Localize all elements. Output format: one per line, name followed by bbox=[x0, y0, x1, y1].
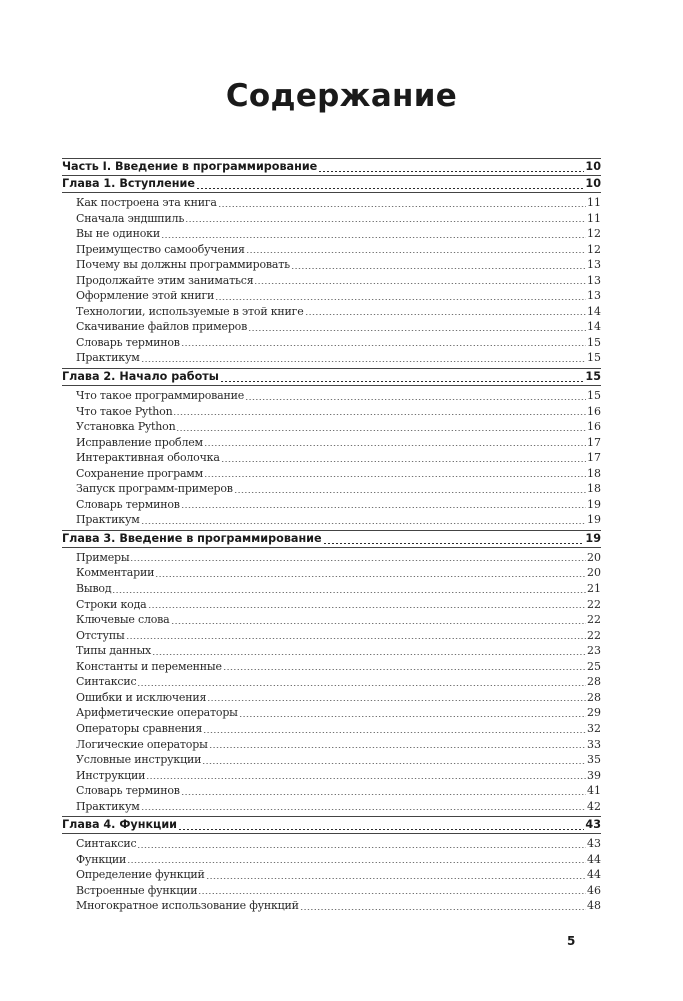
toc-section-entry[interactable] bbox=[62, 419, 601, 435]
toc-entry-page: 10 bbox=[585, 177, 601, 190]
toc-entry-title: Сохранение программ bbox=[76, 466, 204, 480]
toc-section-entry[interactable] bbox=[62, 659, 601, 675]
dot-leader bbox=[148, 607, 587, 608]
toc-section-entry[interactable] bbox=[62, 319, 601, 335]
dot-leader bbox=[234, 492, 586, 493]
toc-section-entry[interactable] bbox=[62, 512, 601, 528]
dot-leader bbox=[245, 399, 586, 400]
dot-leader bbox=[152, 654, 586, 655]
toc-entry-page: 17 bbox=[587, 451, 601, 465]
toc-chapter-entry[interactable] bbox=[62, 175, 601, 193]
toc-entry-title: Логические операторы bbox=[76, 737, 208, 751]
toc-entry-page: 19 bbox=[587, 497, 601, 511]
toc-chapter-entry[interactable] bbox=[62, 368, 601, 386]
page-title: Содержание bbox=[225, 78, 458, 114]
toc-section-entry[interactable] bbox=[62, 612, 601, 628]
toc-entry-page: 19 bbox=[585, 531, 601, 545]
dot-leader bbox=[112, 592, 586, 593]
toc-entry-title: Часть I. Введение в программирование bbox=[62, 160, 318, 173]
dot-leader bbox=[146, 778, 586, 779]
toc-entry-title: Ошибки и исключения bbox=[76, 690, 207, 704]
dot-leader bbox=[141, 809, 586, 810]
toc-entry-title: Почему вы должны программировать bbox=[76, 258, 290, 272]
toc-section-entry[interactable] bbox=[62, 597, 601, 613]
dot-leader bbox=[239, 716, 586, 717]
toc-entry-page: 41 bbox=[587, 784, 601, 798]
toc-entry-title: Отступы bbox=[76, 628, 125, 642]
toc-section-entry[interactable] bbox=[62, 768, 601, 784]
toc-chapter-entry[interactable] bbox=[62, 530, 601, 548]
dot-leader bbox=[141, 361, 586, 362]
dot-leader bbox=[178, 829, 584, 830]
toc-section-entry[interactable] bbox=[62, 690, 601, 706]
toc-entry-page: 13 bbox=[587, 273, 601, 287]
toc-entry-title: Оформление этой книги bbox=[76, 289, 215, 303]
toc-section-entry[interactable] bbox=[62, 273, 601, 289]
toc-chapter-entry[interactable] bbox=[62, 816, 601, 834]
dot-leader bbox=[137, 685, 586, 686]
toc-section-entry[interactable] bbox=[62, 674, 601, 690]
toc-section-entry[interactable] bbox=[62, 799, 601, 815]
toc-entry-title: Строки кода bbox=[76, 597, 147, 611]
page-number: 5 bbox=[567, 934, 576, 948]
toc-entry-title: Функции bbox=[76, 852, 127, 866]
toc-section-entry[interactable] bbox=[62, 643, 601, 659]
dot-leader bbox=[198, 893, 586, 894]
toc-entry-title: Примеры bbox=[76, 550, 130, 564]
toc-entry-title: Ключевые слова bbox=[76, 613, 170, 627]
toc-section-entry[interactable] bbox=[62, 836, 601, 852]
toc-entry-title: Константы и переменные bbox=[76, 659, 222, 673]
dot-leader bbox=[196, 188, 584, 189]
toc-entry-page: 11 bbox=[587, 211, 601, 225]
toc-section-entry[interactable] bbox=[62, 288, 601, 304]
toc-section-entry[interactable] bbox=[62, 388, 601, 404]
toc-entry-page: 15 bbox=[585, 370, 601, 384]
toc-section-entry[interactable] bbox=[62, 898, 601, 914]
dot-leader bbox=[137, 847, 586, 848]
toc-section-entry[interactable] bbox=[62, 335, 601, 351]
dot-leader bbox=[161, 237, 586, 238]
toc-entry-page: 11 bbox=[587, 196, 601, 209]
dot-leader bbox=[305, 314, 586, 315]
toc-section-entry[interactable] bbox=[62, 404, 601, 420]
toc-section-entry[interactable] bbox=[62, 450, 601, 466]
toc-entry-page: 15 bbox=[587, 351, 601, 365]
dot-leader bbox=[181, 345, 586, 346]
dot-leader bbox=[127, 862, 586, 863]
dot-leader bbox=[171, 623, 586, 624]
toc-entry-title: Синтаксис bbox=[76, 837, 137, 851]
toc-section-entry[interactable] bbox=[62, 867, 601, 883]
toc-section-entry[interactable] bbox=[62, 737, 601, 753]
toc-entry-title: Типы данных bbox=[76, 644, 152, 658]
toc-section-entry[interactable] bbox=[62, 226, 601, 242]
dot-leader bbox=[220, 381, 585, 382]
dot-leader bbox=[318, 171, 584, 172]
toc-entry-title: Скачивание файлов примеров bbox=[76, 320, 248, 334]
toc-entry-page: 28 bbox=[587, 690, 601, 704]
toc-entry-title: Глава 4. Функции bbox=[62, 818, 178, 832]
toc-entry-title: Синтаксис bbox=[76, 675, 137, 689]
toc-entry-page: 17 bbox=[587, 435, 601, 449]
dot-leader bbox=[204, 445, 586, 446]
toc-entry-page: 44 bbox=[587, 852, 601, 866]
toc-section-entry[interactable] bbox=[62, 481, 601, 497]
toc-entry-page: 15 bbox=[587, 335, 601, 349]
dot-leader bbox=[204, 476, 586, 477]
toc-section-entry[interactable] bbox=[62, 705, 601, 721]
toc-entry-title: Глава 1. Вступление bbox=[62, 177, 195, 190]
toc-entry-page: 44 bbox=[587, 868, 601, 882]
toc-section-entry[interactable] bbox=[62, 435, 601, 451]
toc-entry-title: Вы не одиноки bbox=[76, 227, 160, 241]
toc-entry-title: Вывод bbox=[76, 582, 112, 596]
dot-leader bbox=[181, 507, 586, 508]
toc-section-entry[interactable] bbox=[62, 783, 601, 799]
toc-entry-title: Арифметические операторы bbox=[76, 706, 238, 720]
toc-entry-title: Сначала эндшпиль bbox=[76, 211, 185, 225]
dot-leader bbox=[209, 747, 586, 748]
toc-entry-title: Операторы сравнения bbox=[76, 721, 203, 735]
dot-leader bbox=[206, 878, 586, 879]
toc-entry-page: 19 bbox=[587, 513, 601, 527]
dot-leader bbox=[126, 638, 586, 639]
toc-entry-title: Что такое программирование bbox=[76, 389, 245, 403]
toc-entry-title: Как построена эта книга bbox=[76, 196, 217, 209]
toc-entry-page: 12 bbox=[587, 242, 601, 256]
dot-leader bbox=[207, 700, 586, 701]
toc-entry-title: Практикум bbox=[76, 513, 140, 527]
toc-entry-page: 43 bbox=[587, 837, 601, 851]
toc-entry-title: Преимущество самообучения bbox=[76, 242, 245, 256]
toc-entry-page: 33 bbox=[587, 737, 601, 751]
toc-entry-page: 18 bbox=[587, 482, 601, 496]
dot-leader bbox=[221, 461, 586, 462]
toc-section-entry[interactable] bbox=[62, 466, 601, 482]
dot-leader bbox=[202, 763, 586, 764]
toc-section-entry[interactable] bbox=[62, 195, 601, 211]
toc-entry-page: 42 bbox=[587, 799, 601, 813]
toc-section-entry[interactable] bbox=[62, 242, 601, 258]
toc-entry-page: 14 bbox=[587, 304, 601, 318]
toc-entry-page: 18 bbox=[587, 466, 601, 480]
toc-entry-title: Комментарии bbox=[76, 566, 155, 580]
toc-entry-page: 20 bbox=[587, 550, 601, 564]
toc-section-entry[interactable] bbox=[62, 852, 601, 868]
toc-entry-title: Многократное использование функций bbox=[76, 899, 299, 913]
toc-entry-page: 12 bbox=[587, 227, 601, 241]
toc-section-entry[interactable] bbox=[62, 550, 601, 566]
toc-section-entry[interactable] bbox=[62, 304, 601, 320]
toc-entry-title: Практикум bbox=[76, 799, 140, 813]
toc-entry-page: 25 bbox=[587, 659, 601, 673]
dot-leader bbox=[176, 430, 586, 431]
toc-entry-title: Инструкции bbox=[76, 768, 146, 782]
toc-section-entry[interactable] bbox=[62, 581, 601, 597]
toc-entry-title: Глава 3. Введение в программирование bbox=[62, 531, 322, 545]
toc-entry-title: Словарь терминов bbox=[76, 335, 180, 349]
table-of-contents bbox=[62, 156, 601, 914]
toc-entry-page: 29 bbox=[587, 706, 601, 720]
toc-entry-page: 16 bbox=[587, 404, 601, 418]
toc-entry-page: 22 bbox=[587, 613, 601, 627]
dot-leader bbox=[254, 283, 586, 284]
toc-entry-title: Словарь терминов bbox=[76, 497, 180, 511]
toc-entry-page: 10 bbox=[585, 160, 601, 173]
toc-entry-page: 14 bbox=[587, 320, 601, 334]
toc-entry-title: Глава 2. Начало работы bbox=[62, 370, 219, 384]
dot-leader bbox=[155, 576, 586, 577]
toc-entry-title: Установка Python bbox=[76, 420, 176, 434]
toc-entry-page: 48 bbox=[587, 899, 601, 913]
dot-leader bbox=[223, 669, 586, 670]
toc-entry-page: 22 bbox=[587, 597, 601, 611]
toc-section-entry[interactable] bbox=[62, 350, 601, 366]
toc-entry-page: 16 bbox=[587, 420, 601, 434]
dot-leader bbox=[130, 560, 586, 561]
toc-entry-page: 35 bbox=[587, 753, 601, 767]
toc-entry-page: 28 bbox=[587, 675, 601, 689]
toc-section-entry[interactable] bbox=[62, 257, 601, 273]
dot-leader bbox=[246, 252, 586, 253]
toc-section-entry[interactable] bbox=[62, 883, 601, 899]
toc-chapter-entry[interactable] bbox=[62, 158, 601, 176]
toc-section-entry[interactable] bbox=[62, 211, 601, 227]
toc-entry-page: 23 bbox=[587, 644, 601, 658]
toc-entry-page: 15 bbox=[587, 389, 601, 403]
toc-section-entry[interactable] bbox=[62, 721, 601, 737]
toc-entry-title: Словарь терминов bbox=[76, 784, 180, 798]
dot-leader bbox=[181, 794, 586, 795]
toc-entry-title: Исправление проблем bbox=[76, 435, 203, 449]
toc-entry-page: 20 bbox=[587, 566, 601, 580]
dot-leader bbox=[300, 909, 586, 910]
dot-leader bbox=[173, 414, 586, 415]
dot-leader bbox=[323, 543, 585, 544]
toc-entry-title: Запуск программ-примеров bbox=[76, 482, 233, 496]
toc-entry-title: Встроенные функции bbox=[76, 883, 198, 897]
toc-entry-page: 13 bbox=[587, 289, 601, 303]
dot-leader bbox=[291, 268, 586, 269]
toc-entry-page: 21 bbox=[587, 582, 601, 596]
toc-entry-title: Определение функций bbox=[76, 868, 205, 882]
toc-entry-title: Технологии, используемые в этой книге bbox=[76, 304, 304, 318]
toc-entry-page: 39 bbox=[587, 768, 601, 782]
toc-entry-page: 13 bbox=[587, 258, 601, 272]
toc-entry-title: Продолжайте этим заниматься bbox=[76, 273, 254, 287]
toc-entry-page: 46 bbox=[587, 883, 601, 897]
toc-entry-page: 43 bbox=[585, 818, 601, 832]
toc-entry-title: Условные инструкции bbox=[76, 753, 202, 767]
toc-section-entry[interactable] bbox=[62, 497, 601, 513]
toc-entry-title: Интерактивная оболочка bbox=[76, 451, 220, 465]
dot-leader bbox=[185, 221, 586, 222]
toc-section-entry[interactable] bbox=[62, 565, 601, 581]
toc-section-entry[interactable] bbox=[62, 628, 601, 644]
dot-leader bbox=[218, 206, 586, 207]
toc-entry-page: 32 bbox=[587, 721, 601, 735]
dot-leader bbox=[203, 732, 586, 733]
toc-section-entry[interactable] bbox=[62, 752, 601, 768]
dot-leader bbox=[215, 299, 586, 300]
dot-leader bbox=[248, 330, 586, 331]
dot-leader bbox=[141, 523, 586, 524]
toc-entry-page: 22 bbox=[587, 628, 601, 642]
toc-entry-title: Практикум bbox=[76, 351, 140, 365]
toc-entry-title: Что такое Python bbox=[76, 404, 173, 418]
